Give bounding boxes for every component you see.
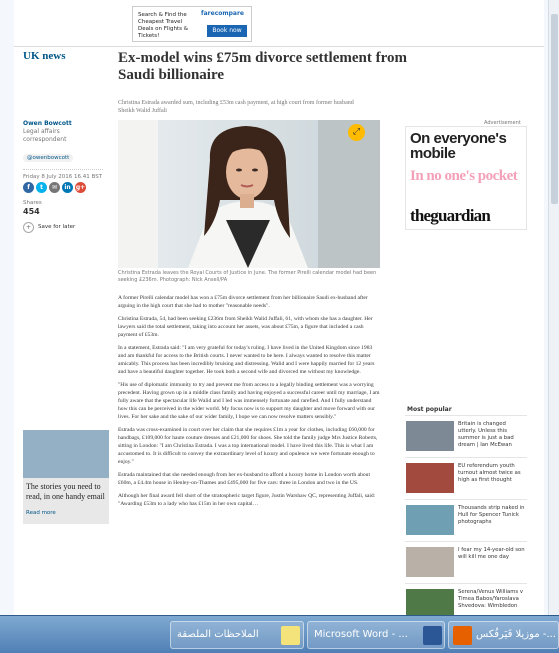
body-paragraph: "His use of diplomatic immunity to try and prevent me from access to a legally binding settlement was a worrying precedent. Having grown up in a middle class family and having enjoyed a successful career until my marriage, I am fully aware that the spectacular life Walid and I led was immensely fortunate and rarefied. And I fully understand how this can be perceived in the wider world. My focus now is to support my daughter and move forward with our lives. For her sake and the sake of our wider family, I hope we can now resolve matters sensibly." — [118, 382, 380, 420]
ad-text: Search & Find the Cheapest Travel Deals on Flights & Tickets! — [138, 12, 188, 39]
list-item-title: I fear my 14-year-old son will kill me one day — [458, 547, 525, 560]
body-paragraph: Christina Estrada, 54, had been seeking £236m from Sheikh Walid Juffali, 61, with whom she has a daughter. Her lawyers said the total settlement, taking into account her assets, was about £75m, a figure that included a cash payment of £53m. — [118, 316, 373, 338]
body-paragraph: In a statement, Estrada said: "I am very grateful for today's ruling. I have lived in the United Kingdom since 1983 and am thankful for access to the British courts. I never wanted to be here. I always wanted to resolve this matter amicably. This process has been incredibly bruising and distressing. Walid and I were happily married for 12 years and have a beautiful daughter together. He took both a second wife and divorced me without my knowledge. — [118, 345, 375, 375]
image-caption: Christina Estrada leaves the Royal Courts of Justice in June. The former Pirelli calendar model had been seeking £236m. Photograph: Nick Ansell/PA — [118, 270, 377, 283]
ad-headline: On everyone's mobile — [410, 130, 507, 162]
article-page — [14, 0, 544, 615]
expand-icon[interactable]: ⤢ — [348, 124, 365, 141]
vertical-scrollbar[interactable] — [548, 0, 559, 615]
divider — [14, 46, 544, 47]
book-now-button[interactable]: Book now — [207, 25, 247, 37]
most-popular-title: Most popular — [407, 406, 452, 413]
taskbar — [0, 615, 559, 653]
list-item-title: Britain is changed utterly. Unless this summer is just a bad dream | Ian McEwan — [458, 421, 514, 448]
top-banner-ad[interactable] — [132, 6, 252, 42]
portrait-photo — [118, 120, 380, 268]
taskbar-label: Microsoft Word - ... — [314, 629, 408, 640]
share-bar — [23, 182, 103, 196]
advertisement-label: Advertisement — [484, 120, 521, 126]
list-item[interactable] — [405, 541, 527, 583]
twitter-handle[interactable]: @owenbowcott — [23, 154, 73, 162]
body-paragraph: Estrada was cross-examined in court over her claim that she requires £1m a year for clothes, including £60,000 for handbags, £109,000 for haute couture dresses and £21,000 for shoes. She told the family judge Mrs Justice Roberts, sitting in London: "I am Christina Estrada. I was a top international model. I have lived this life. This is what I am accustomed to. It is difficult to convey the extraordinary level of luxury and opulence we were fortunate enough to enjoy." — [118, 427, 378, 465]
list-item[interactable] — [405, 415, 527, 457]
list-item[interactable] — [405, 457, 527, 499]
facebook-icon[interactable]: f — [23, 182, 34, 193]
word-icon — [423, 626, 442, 645]
author-role: Legal affairs correspondent — [23, 128, 67, 143]
shares-label: Shares — [23, 200, 42, 206]
body-paragraph: A former Pirelli calendar model has won a £75m divorce settlement from her billionaire Saudi ex-husband after arguing in the high court that she had to mother "reasonable needs". — [118, 295, 368, 309]
save-for-later-button[interactable] — [23, 222, 103, 234]
section-label[interactable]: UK news — [23, 50, 66, 62]
taskbar-label: موزيلا فَيَرفُكس -... — [476, 629, 556, 640]
page-title: Ex-model wins £75m divorce settlement from Saudi billionaire — [118, 50, 407, 83]
email-promo[interactable] — [23, 430, 109, 524]
taskbar-item-firefox[interactable] — [448, 621, 559, 649]
list-item[interactable] — [405, 499, 527, 541]
promo-title: The stories you need to read, in one handy email — [26, 482, 105, 501]
hero-image[interactable] — [118, 120, 380, 268]
body-paragraph: Although her final award fell short of the stratospheric target figure, Justin Warshaw QC, representing Juffali, said: "Awarding £53m to a lady who has £15m in her own capital… — [118, 493, 376, 507]
taskbar-item-sticky-notes[interactable] — [170, 621, 304, 649]
list-item-title: Serena/Venus Williams v Timea Babos/Yaroslava Shvedova: Wimbledon — [458, 589, 523, 609]
read-more-link[interactable]: Read more — [26, 510, 56, 516]
body-paragraph: Estrada maintained that she needed enough from her ex-husband to afford a luxury home in London worth about £60m, a £4.4m house in Henley-on-Thames and £495,000 for five cars: three in London and two in the US. — [118, 472, 371, 486]
firefox-icon — [453, 626, 472, 645]
ad-brand: farecompare — [201, 10, 244, 17]
promo-image — [23, 430, 109, 478]
scrollbar-thumb[interactable] — [551, 14, 558, 204]
taskbar-item-word[interactable] — [307, 621, 445, 649]
linkedin-icon[interactable]: in — [62, 182, 73, 193]
share-count: 454 — [23, 207, 40, 216]
standfirst: Christina Estrada awarded sum, including £53m cash payment, at high court from former husband Sheikh Walid Juffali — [118, 100, 354, 114]
guardian-ad[interactable] — [405, 126, 527, 230]
byline-block — [23, 120, 103, 180]
googleplus-icon[interactable]: g+ — [75, 184, 86, 191]
twitter-icon[interactable]: t — [36, 182, 47, 193]
guardian-logo: theguardian — [410, 206, 490, 225]
publish-date: Friday 8 July 2016 16.41 BST — [23, 169, 103, 180]
most-popular-list — [405, 415, 527, 615]
thumbnail — [406, 421, 454, 451]
author-name[interactable]: Owen Bowcott — [23, 120, 72, 127]
thumbnail — [406, 505, 454, 535]
thumbnail — [406, 589, 454, 615]
save-label: Save for later — [38, 224, 76, 230]
list-item[interactable] — [405, 583, 527, 615]
email-icon[interactable]: ✉ — [49, 182, 60, 193]
list-item-title: Thousands strip naked in Hull for Spencer Tunick photographs — [458, 505, 525, 525]
article-body — [118, 294, 380, 513]
ad-subline: In no one's pocket — [410, 168, 518, 184]
thumbnail — [406, 547, 454, 577]
list-item-title: EU referendum youth turnout almost twice as high as first thought — [458, 463, 521, 483]
thumbnail — [406, 463, 454, 493]
bookmark-icon: + — [23, 222, 34, 233]
taskbar-label: الملاحظات الملصقة — [177, 629, 259, 640]
sticky-notes-icon — [281, 626, 300, 645]
